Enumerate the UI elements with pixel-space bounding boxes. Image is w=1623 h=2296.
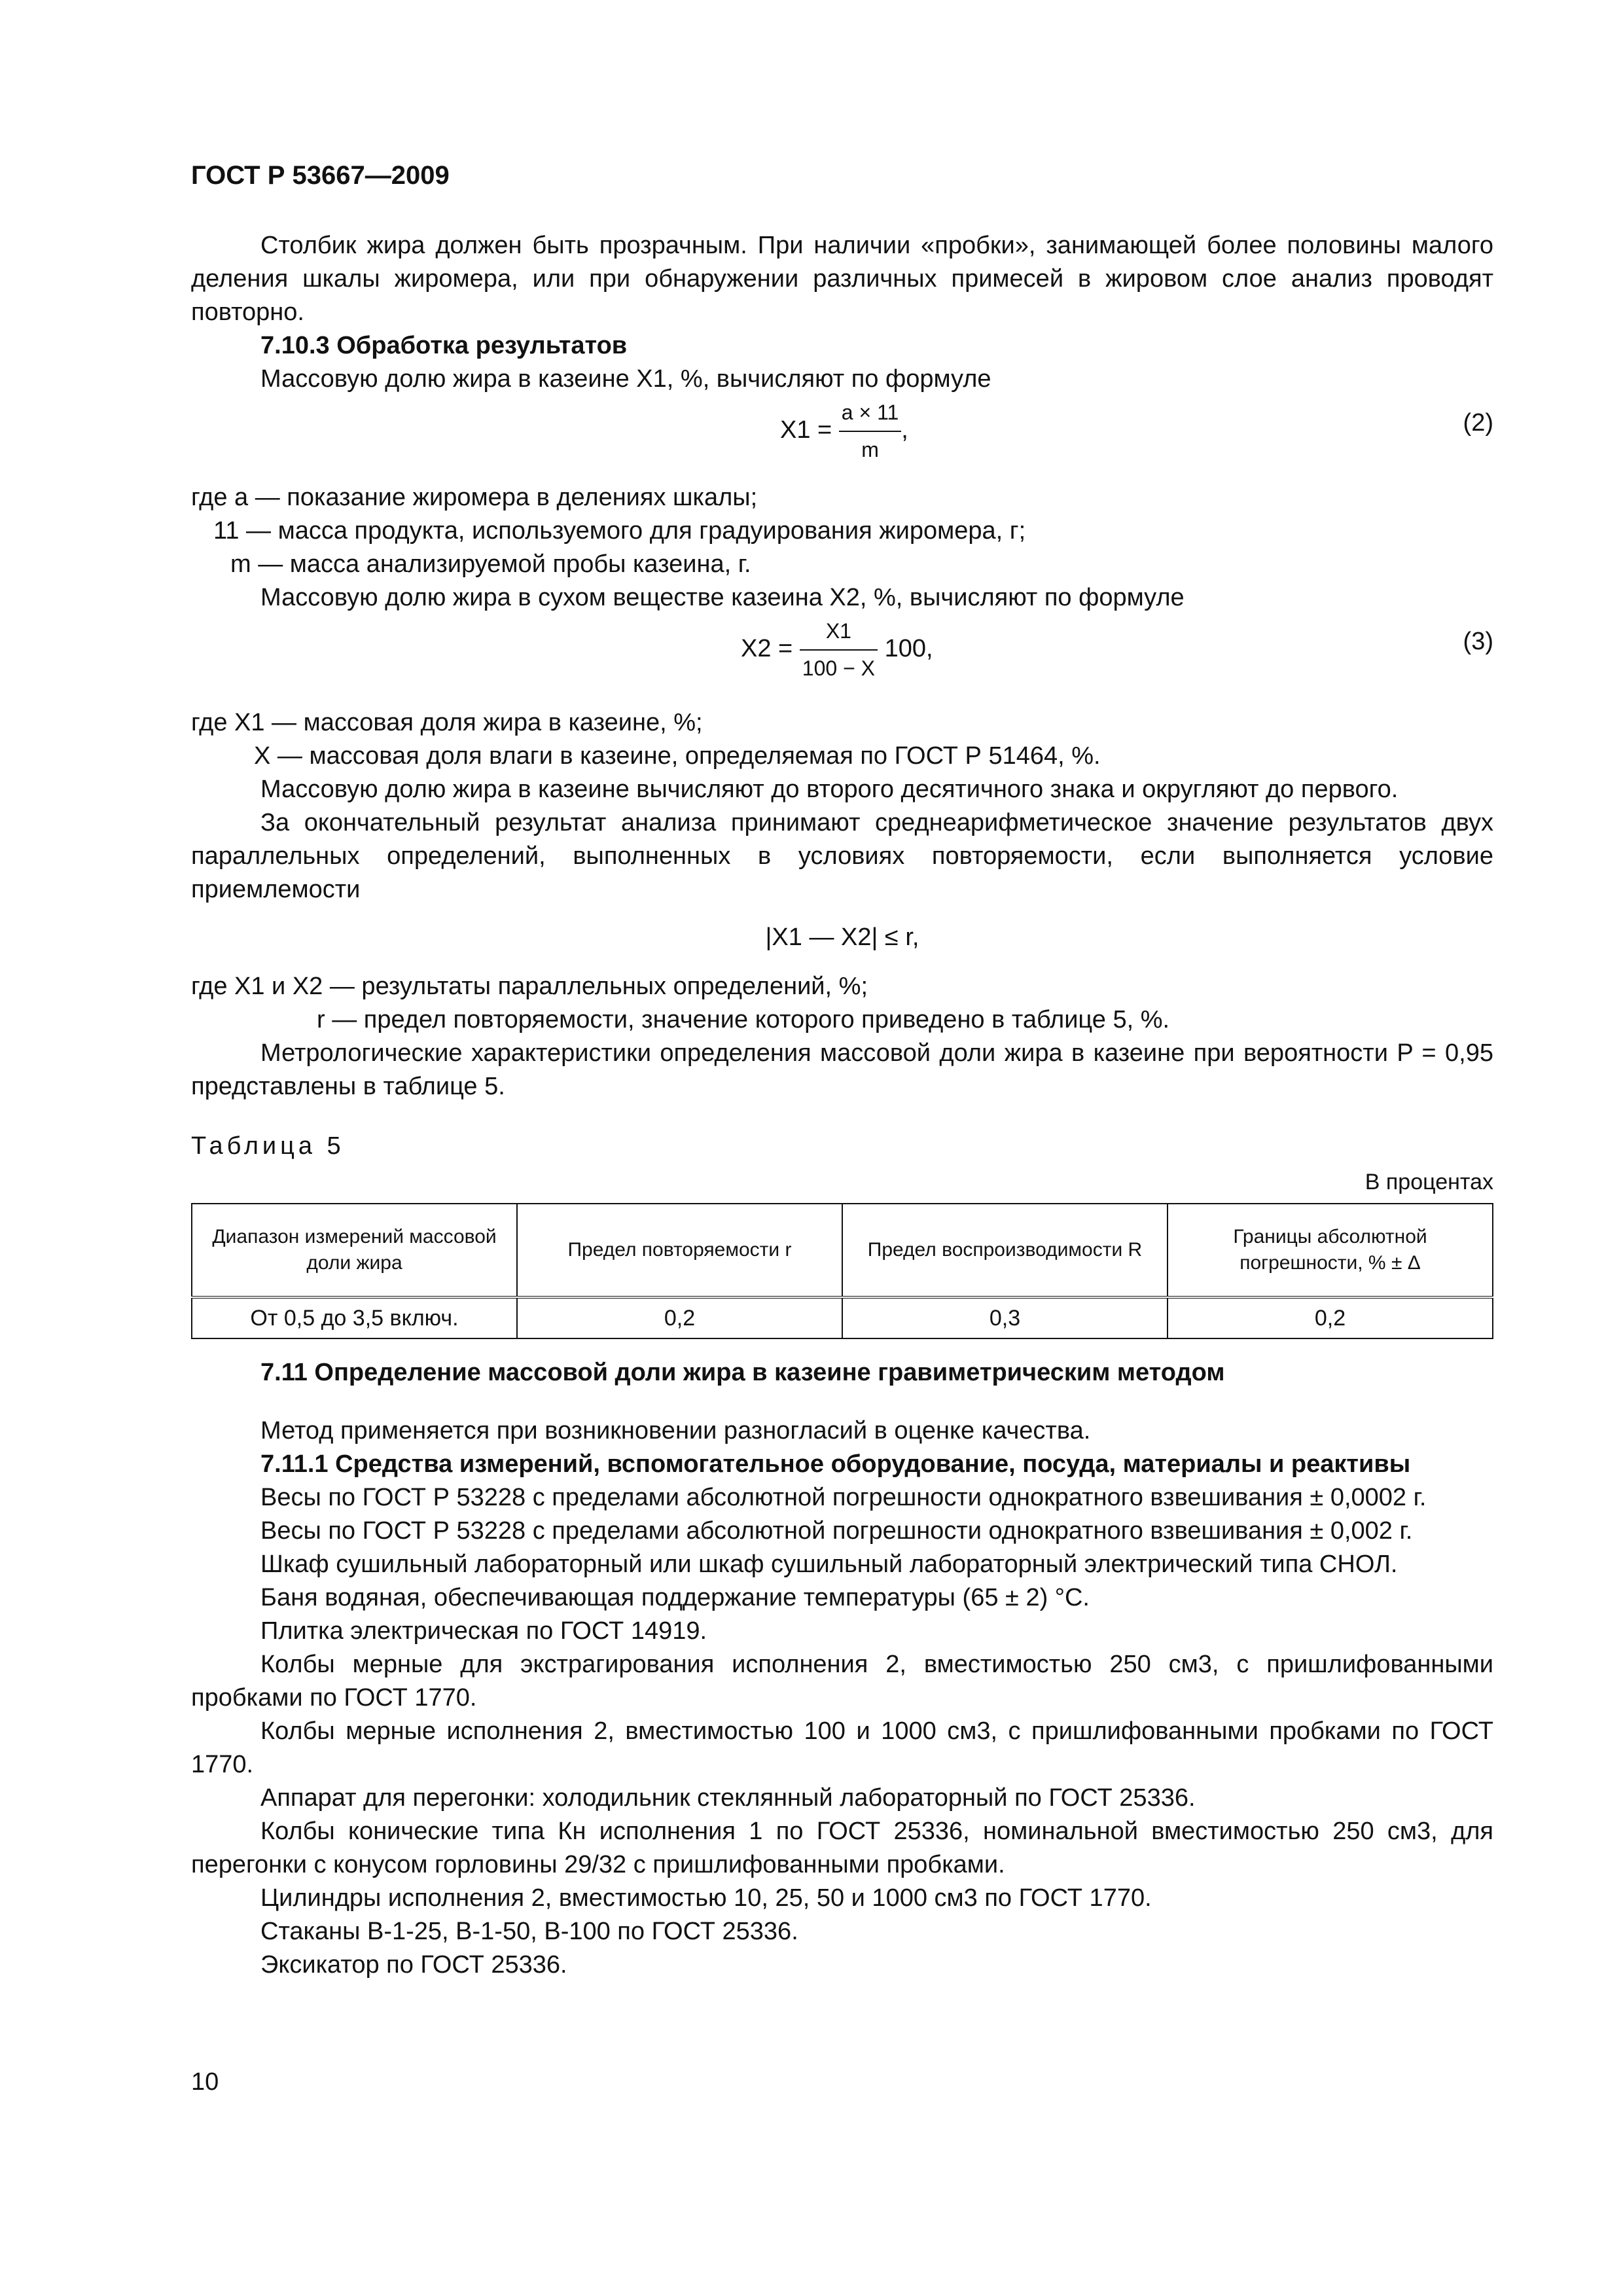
- list-item: Колбы конические типа Кн исполнения 1 по ГОСТ 25336, номинальной вместимостью 250 см3, для перегонки с конусом горловины 29/32 с пришлифованными пробками.: [191, 1818, 1493, 1878]
- where-x1-x2: где X1 и X2 — результаты параллельных определений, %;: [191, 973, 868, 1000]
- list-item: Плитка электрическая по ГОСТ 14919.: [260, 1617, 707, 1645]
- formula-3-fraction: [800, 615, 878, 685]
- formula1-intro: Массовую долю жира в казеине X1, %, вычисляют по формуле: [260, 365, 991, 393]
- list-item: Колбы мерные для экстрагирования исполнения 2, вместимостью 250 см3, с пришлифованными пробками по ГОСТ 1770.: [191, 1651, 1493, 1712]
- formula-2-tail: ,: [901, 416, 908, 444]
- where-a: где a — показание жиромера в делениях шкалы;: [191, 484, 758, 511]
- table-header-cell: Предел воспроизводимости R: [842, 1204, 1168, 1297]
- table-header-row: [192, 1204, 1493, 1297]
- document-header: ГОСТ Р 53667—2009: [191, 161, 450, 190]
- formula2-intro: Массовую долю жира в сухом веществе казеина X2, %, вычисляют по формуле: [260, 584, 1185, 611]
- list-item: Шкаф сушильный лабораторный или шкаф сушильный лабораторный электрический типа СНОЛ.: [260, 1551, 1398, 1578]
- paragraph-fat-column: Столбик жира должен быть прозрачным. При наличии «пробки», занимающей более половины малого деления шкалы жиромера, или при обнаружении различных примесей в жировом слое анализ проводят повторно.: [191, 232, 1493, 326]
- where-x: X — массовая доля влаги в казеине, определяемая по ГОСТ Р 51464, %.: [254, 742, 1101, 770]
- section-heading-7-11: 7.11 Определение массовой доли жира в казеине гравиметрическим методом: [260, 1359, 1225, 1386]
- table-caption: Таблица 5: [191, 1132, 345, 1160]
- list-item: Аппарат для перегонки: холодильник стеклянный лабораторный по ГОСТ 25336.: [260, 1784, 1196, 1812]
- formula-3-number: (3): [1463, 628, 1493, 655]
- list-item: Эксикатор по ГОСТ 25336.: [260, 1951, 567, 1979]
- table-header-cell: Предел повторяемости r: [517, 1204, 842, 1297]
- formula-2-number: (2): [1463, 409, 1493, 437]
- table-cell: От 0,5 до 3,5 включ.: [192, 1297, 517, 1338]
- table-cell: 0,2: [1168, 1297, 1493, 1338]
- list-item: Весы по ГОСТ Р 53228 с пределами абсолютной погрешности однократного взвешивания ± 0,0002 г.: [260, 1484, 1427, 1511]
- paragraph-method-intro: Метод применяется при возникновении разногласий в оценке качества.: [260, 1417, 1091, 1444]
- section-heading-7-10-3: 7.10.3 Обработка результатов: [260, 332, 628, 359]
- paragraph-final-result: За окончательный результат анализа принимают среднеарифметическое значение результатов двух параллельных определений, выполненных в условиях повторяемости, если выполняется условие приемлемости: [191, 809, 1493, 903]
- list-item: Колбы мерные исполнения 2, вместимостью 100 и 1000 см3, с пришлифованными пробками по ГОСТ 1770.: [191, 1717, 1493, 1778]
- list-item: Весы по ГОСТ Р 53228 с пределами абсолютной погрешности однократного взвешивания ± 0,002 г.: [260, 1517, 1413, 1545]
- list-item: Цилиндры исполнения 2, вместимостью 10, 25, 50 и 1000 см3 по ГОСТ 1770.: [260, 1884, 1152, 1912]
- where-r: r — предел повторяемости, значение которого приведено в таблице 5, %.: [317, 1006, 1170, 1033]
- formula-2-fraction: [839, 396, 901, 467]
- formula-2-denominator: m: [861, 438, 879, 461]
- paragraph-rounding: Массовую долю жира в казеине вычисляют до второго десятичного знака и округляют до первого.: [260, 776, 1399, 803]
- table-row: [192, 1297, 1493, 1338]
- page-number: 10: [191, 2068, 219, 2096]
- formula-3-denominator: 100 − X: [802, 656, 875, 680]
- inequality: |X1 — X2| ≤ r,: [765, 924, 919, 951]
- table-header-cell: Границы абсолютной погрешности, % ± Δ: [1168, 1204, 1493, 1297]
- formula-2-numerator: a × 11: [839, 396, 901, 432]
- table-unit: В процентах: [1364, 1170, 1493, 1194]
- where-m: m — масса анализируемой пробы казеина, г.: [230, 550, 751, 578]
- formula-3-tail: 100,: [884, 635, 933, 663]
- list-item: Баня водяная, обеспечивающая поддержание температуры (65 ± 2) °С.: [260, 1584, 1090, 1611]
- paragraph-metrology: Метрологические характеристики определения массовой доли жира в казеине при вероятности P = 0,95 представлены в таблице 5.: [191, 1039, 1493, 1100]
- formula-2-lhs: X1 =: [780, 416, 832, 444]
- list-item: Стаканы В-1-25, В-1-50, В-100 по ГОСТ 25336.: [260, 1918, 798, 1945]
- formula-3-lhs: X2 =: [741, 635, 793, 663]
- table-header-cell: Диапазон измерений массовой доли жира: [192, 1204, 517, 1297]
- formula-2: [191, 396, 1493, 481]
- where-11: 11 — масса продукта, используемого для градуирования жиромера, г;: [213, 517, 1026, 545]
- formula-3-numerator: X1: [800, 615, 878, 651]
- table-5: [191, 1203, 1493, 1339]
- table-cell: 0,2: [517, 1297, 842, 1338]
- formula-3: [191, 615, 1493, 706]
- table-cell: 0,3: [842, 1297, 1168, 1338]
- section-heading-7-11-1: 7.11.1 Средства измерений, вспомогательное оборудование, посуда, материалы и реактивы: [260, 1450, 1411, 1478]
- document-body: [191, 229, 1493, 1982]
- where-x1: где X1 — массовая доля жира в казеине, %;: [191, 709, 703, 736]
